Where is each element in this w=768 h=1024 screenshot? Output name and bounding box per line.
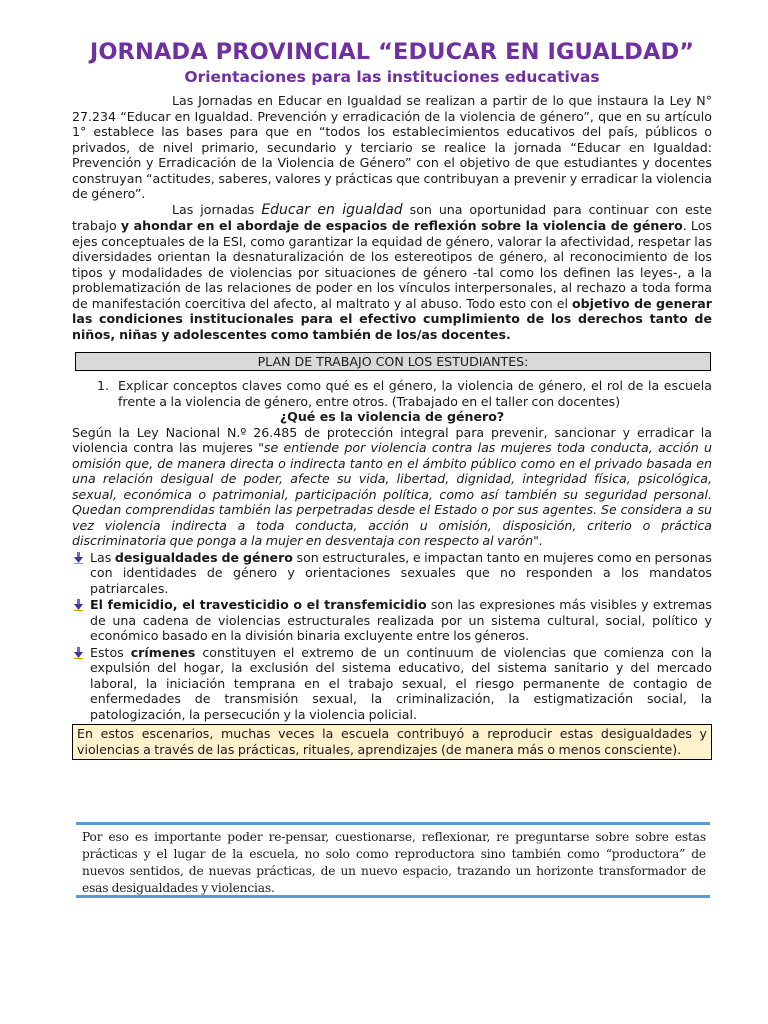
bullet-item	[72, 550, 712, 597]
law-definition-paragraph	[72, 425, 712, 549]
bullet-post: constituyen el extremo de un continuum de violencias que comienza con la expulsión del hogar, la exclusión del sistema educativo, del sistema sanitario y del mercado laboral, la iniciación temprana en el trabajo sexual, el riesgo permanente de contagio de enfermedades de transmisión sexual, la criminalización, la estigmatización social, la patologización, la persecución y la violencia policial.	[90, 644, 712, 722]
bullet-pre: Las	[90, 549, 115, 565]
list-item-text: Explicar conceptos claves como qué es el género, la violencia de género, el rol de la escuela frente a la violencia de género, entre otros. (Trabajado en el taller con docentes)	[118, 378, 712, 409]
highlight-text: En estos escenarios, muchas veces la escuela contribuyó a reproducir estas desigualdades y violencias a través de las prácticas, rituales, aprendizajes (de manera más o menos consciente).	[77, 726, 707, 757]
arrow-down-bullet-icon	[74, 599, 83, 611]
highlight-box	[72, 724, 712, 760]
document-subtitle: Orientaciones para las instituciones educativas	[184, 68, 600, 86]
closing-box	[76, 822, 710, 898]
document-page	[72, 38, 712, 760]
question-heading: ¿Qué es la violencia de género?	[279, 409, 505, 424]
arrow-down-bullet-icon	[74, 552, 83, 564]
bullet-item	[72, 645, 712, 723]
plan-heading-box	[75, 352, 711, 371]
bullet-bold: crímenes	[130, 644, 196, 660]
p2-text-b: son una oportunidad para continuar con este trabajo	[72, 201, 712, 233]
bullet-item	[72, 597, 712, 644]
bullet-pre: Estos	[90, 644, 131, 660]
p2-bold-1: y ahondar en el abordaje de espacios de reflexión sobre la violencia de género	[120, 218, 683, 233]
bullet-list	[72, 550, 712, 723]
bullet-post: son las expresiones más visibles y extremas de una cadena de violencias estructurales realizada por un sistema cultural, social, político y económico basado en la división binaria excluyente entre los géneros.	[90, 597, 712, 643]
bullet-bold: El femicidio, el travesticidio o el transfemicidio	[90, 597, 427, 612]
p2-text-c: . Los ejes conceptuales de la ESI, como garantizar la equidad de género, valorar la afectividad, respetar las diversidades orientan la desnaturalización de los estereotipos de género, al reconocimiento de los tipos y modalidades de violencias por situaciones de género -tal como los definen las leyes-, a la problematización de las relaciones de poder en los vínculos interpersonales, al rechazo a toda forma de manifestación coercitiva del afecto, al maltrato y al abuso. Todo esto con el	[72, 218, 712, 311]
plan-list-item-1	[72, 378, 712, 409]
law-intro: Según la Ley Nacional N.º 26.485 de protección integral para prevenir, sancionar y erradicar la violencia contra las mujeres	[72, 424, 712, 455]
arrow-down-bullet-icon	[74, 647, 83, 659]
intro-paragraph-2	[72, 202, 712, 343]
p2-emphasis: Educar en igualdad	[261, 201, 403, 218]
list-number: 1.	[97, 378, 110, 393]
p2-bold-2: objetivo de generar las condiciones institucionales para el efectivo cumplimiento de los derechos tanto de niños, niñas y adolescentes como también de los/as docentes.	[72, 295, 712, 342]
closing-text: Por eso es importante poder re-pensar, cuestionarse, reflexionar, re preguntarse sobre sobre estas prácticas y el lugar de la escuela, no solo como reproductora sino también como “productora” de nuevos sentidos, de nuevas prácticas, de un nuevo espacio, trazando un horizonte transformador de esas desigualdades y violencias.	[82, 830, 706, 895]
bullet-bold: desigualdades de género	[114, 549, 293, 565]
law-quote: "se entiende por violencia contra las mujeres toda conducta, acción u omisión que, de manera directa o indirecta tanto en el ámbito público como en el privado basada en una relación desigual de poder, afecte su vida, libertad, dignidad, integridad física, psicológica, sexual, económica o patrimonial, participación política, como así también su seguridad personal. Quedan comprendidas también las perpetradas desde el Estado o por sus agentes. Se considera a su vez violencia indirecta a toda conducta, acción u omisión, disposición, criterio o práctica discriminatoria que ponga a la mujer en desventaja con respecto al varón".	[72, 440, 713, 548]
document-title: JORNADA PROVINCIAL “EDUCAR EN IGUALDAD”	[89, 39, 695, 65]
intro-paragraph-1: Las Jornadas en Educar en Igualdad se realizan a partir de lo que instaura la Ley N° 27.234 “Educar en Igualdad. Prevención y erradicación de la violencia de género”, que en su artículo 1° establece las bases para que en “todos los establecimientos educativos del país, públicos o privados, de nivel primario, secundario y terciario se realice la jornada “Educar en Igualdad: Prevención y Erradicación de la Violencia de Género” con el objetivo de que estudiantes y docentes construyan “actitudes, saberes, valores y prácticas que contribuyan a prevenir y erradicar la violencia de género”.	[72, 93, 712, 201]
p2-lead: Las jornadas	[172, 201, 262, 217]
plan-heading: PLAN DE TRABAJO CON LOS ESTUDIANTES:	[257, 354, 529, 369]
bullet-post: son estructurales, e impactan tanto en mujeres como en personas con identidades de género y orientaciones sexuales que no responden a los mandatos patriarcales.	[90, 549, 712, 596]
